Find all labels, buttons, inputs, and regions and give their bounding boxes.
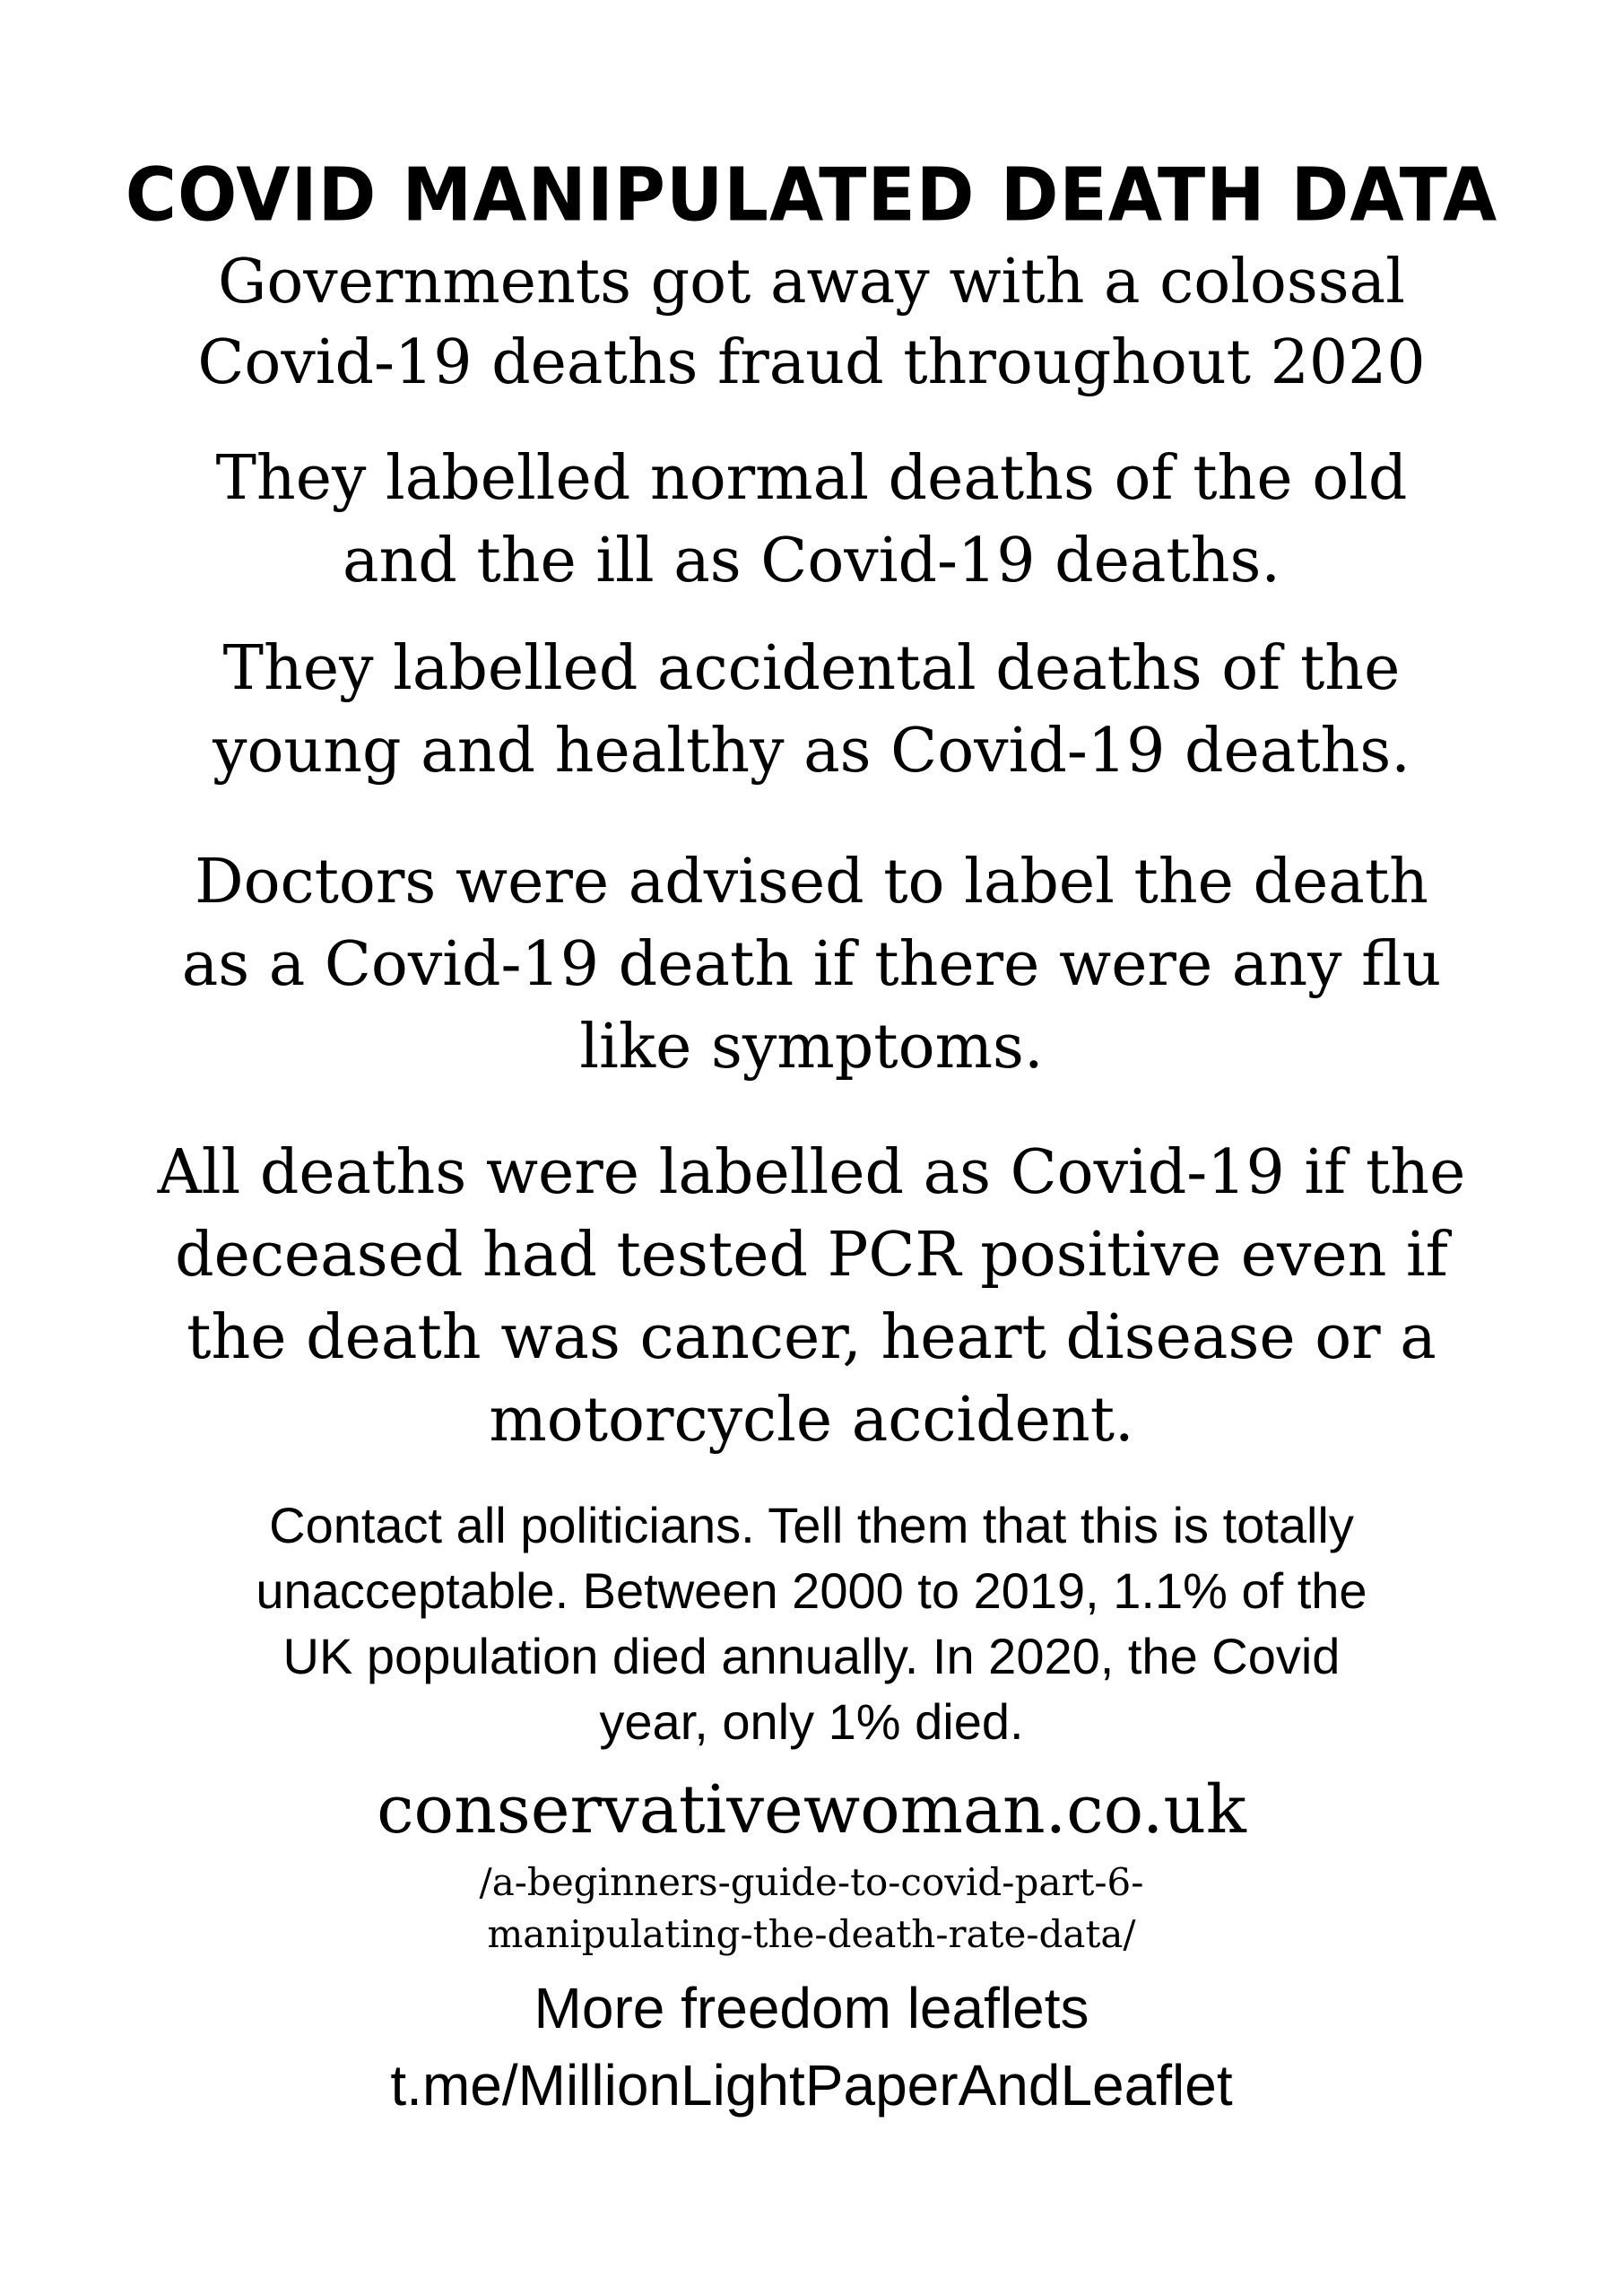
contact-politicians-text <box>0 1492 1623 1754</box>
paragraph-pcr-positive <box>0 1132 1623 1462</box>
headline <box>0 149 1623 243</box>
source-path <box>0 1857 1623 1961</box>
paragraph-line: and the ill as Covid-19 deaths. <box>342 526 1281 596</box>
subhead-line: Governments got away with a colossal <box>218 247 1405 317</box>
more-leaflets-label: More freedom leaflets <box>534 1976 1089 2040</box>
paragraph-line: All deaths were labelled as Covid-19 if the <box>157 1137 1466 1208</box>
paragraph-doctors-advice <box>0 841 1623 1089</box>
paragraph-line: deceased had tested PCR positive even if <box>175 1220 1448 1291</box>
paragraph-line: as a Covid-19 death if there were any flu <box>181 929 1442 1000</box>
source-site-text: conservativewoman.co.uk <box>377 1771 1246 1848</box>
contact-line: unacceptable. Between 2000 to 2019, 1.1% of the <box>256 1562 1367 1619</box>
paragraph-line: motorcycle accident. <box>489 1385 1134 1456</box>
subhead-line: Covid-19 deaths fraud throughout 2020 <box>197 327 1426 398</box>
headline-text: COVID MANIPULATED DEATH DATA <box>125 152 1498 239</box>
source-path-line: manipulating-the-death-rate-data/ <box>487 1912 1136 1956</box>
contact-line: Contact all politicians. Tell them that this is totally <box>269 1497 1354 1553</box>
more-leaflets-link: t.me/MillionLightPaperAndLeaflet <box>390 2053 1233 2118</box>
source-site <box>0 1767 1623 1853</box>
paragraph-normal-deaths <box>0 438 1623 603</box>
source-path-line: /a-beginners-guide-to-covid-part-6- <box>479 1860 1144 1904</box>
contact-line: year, only 1% died. <box>599 1693 1024 1750</box>
contact-line: UK population died annually. In 2020, the Covid <box>282 1628 1341 1684</box>
more-leaflets <box>0 1970 1623 2124</box>
paragraph-line: They labelled accidental deaths of the <box>222 633 1401 704</box>
paragraph-accidental-deaths <box>0 628 1623 793</box>
paragraph-line: young and healthy as Covid-19 deaths. <box>213 716 1410 787</box>
paragraph-line: the death was cancer, heart disease or a <box>187 1302 1436 1373</box>
subhead <box>0 242 1623 404</box>
paragraph-line: Doctors were advised to label the death <box>195 847 1428 918</box>
paragraph-line: They labelled normal deaths of the old <box>215 443 1408 514</box>
paragraph-line: like symptoms. <box>579 1012 1044 1083</box>
